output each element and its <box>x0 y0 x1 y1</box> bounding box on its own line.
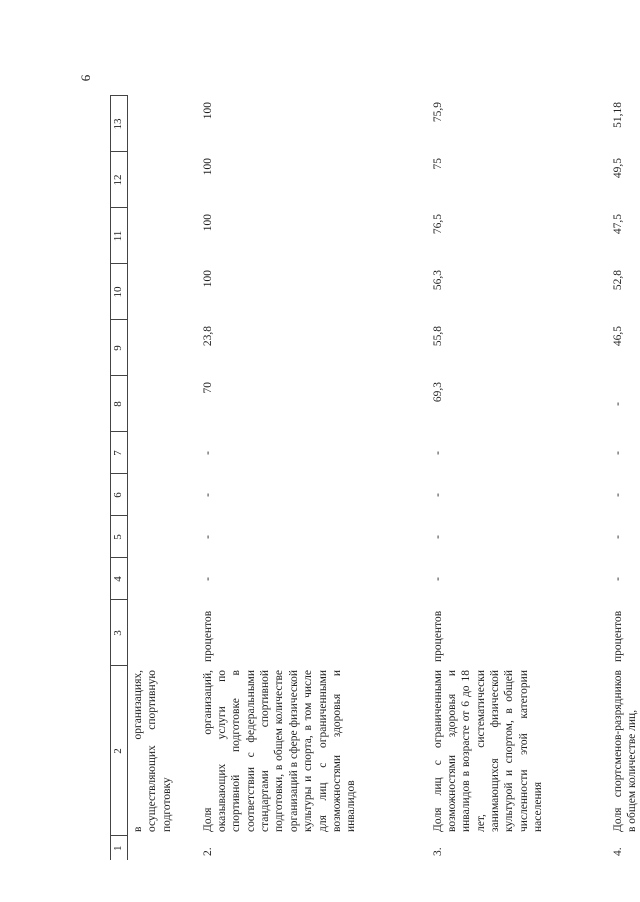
page-number: 9 <box>78 74 94 82</box>
value-cell: 70 <box>201 382 214 394</box>
value-cell: - <box>431 493 444 497</box>
value-cell: 23,8 <box>201 326 214 347</box>
column-header: 13 <box>111 96 128 152</box>
value-cell: - <box>201 493 214 497</box>
indicators-table <box>110 96 640 861</box>
column-header: 3 <box>111 600 128 666</box>
value-cell: 51,18 <box>611 102 624 128</box>
value-cell <box>128 264 198 320</box>
column-number-row <box>111 96 128 860</box>
value-cell: - <box>611 493 624 497</box>
value-cell: 76,5 <box>431 214 444 235</box>
value-cell <box>128 558 198 600</box>
column-header: 7 <box>111 432 128 474</box>
value-cell <box>128 208 198 264</box>
value-cell: - <box>611 535 624 539</box>
indicator-name: Доля спортсменов-разрядников в общем количестве лиц, <box>611 670 638 832</box>
value-cell: - <box>611 402 624 406</box>
value-cell: - <box>201 535 214 539</box>
table-row <box>428 96 608 860</box>
table-row <box>608 96 640 860</box>
value-cell <box>128 96 198 152</box>
indicator-name: Доля лиц с ограниченными возможностями здоровья и инвалидов в возрасте от 6 до 18 лет, систематически занимающихся физической культурой и спортом, в общей численности этой категории населения <box>431 670 545 832</box>
column-header: 5 <box>111 516 128 558</box>
column-header: 1 <box>111 836 128 860</box>
value-cell: - <box>431 535 444 539</box>
value-cell: 56,3 <box>431 270 444 291</box>
value-cell: - <box>431 451 444 455</box>
row-number: 3. <box>431 847 444 856</box>
column-header: 12 <box>111 152 128 208</box>
value-cell <box>128 376 198 432</box>
column-header: 8 <box>111 376 128 432</box>
value-cell: 69,3 <box>431 382 444 403</box>
column-header: 10 <box>111 264 128 320</box>
unit-cell: процентов <box>431 610 444 662</box>
rotated-table-sheet <box>110 100 638 860</box>
value-cell: 100 <box>201 102 214 120</box>
unit-cell: процентов <box>201 610 214 662</box>
column-header: 4 <box>111 558 128 600</box>
value-cell: 75,9 <box>431 102 444 123</box>
row-number <box>128 836 198 860</box>
value-cell: 75 <box>431 158 444 170</box>
value-cell: 46,5 <box>611 326 624 347</box>
value-cell <box>128 474 198 516</box>
value-cell <box>128 152 198 208</box>
value-cell: 100 <box>201 214 214 232</box>
value-cell: - <box>431 577 444 581</box>
table-row <box>128 96 198 860</box>
value-cell: 100 <box>201 158 214 176</box>
value-cell: - <box>201 577 214 581</box>
table-row <box>198 96 428 860</box>
value-cell: - <box>611 577 624 581</box>
value-cell <box>128 432 198 474</box>
indicator-name: в организациях, осуществляющих спортивную подготовку <box>132 670 173 832</box>
value-cell: 100 <box>201 270 214 288</box>
value-cell: 47,5 <box>611 214 624 235</box>
row-number: 4. <box>611 847 624 856</box>
value-cell: 55,8 <box>431 326 444 347</box>
column-header: 11 <box>111 208 128 264</box>
value-cell: 52,8 <box>611 270 624 291</box>
column-header: 9 <box>111 320 128 376</box>
column-header: 2 <box>111 666 128 836</box>
row-number: 2. <box>201 847 214 856</box>
indicator-name: Доля организаций, оказывающих услуги по спортивной подготовке в соответствии с федеральными стандартами спортивной подготовки, в общем количестве организаций в сфере физической культуры и спорта, в том числе для лиц с ограниченными возможностями здоровья и инвалидов <box>201 670 358 832</box>
value-cell: - <box>611 451 624 455</box>
value-cell: - <box>201 451 214 455</box>
value-cell <box>128 516 198 558</box>
value-cell: 49,5 <box>611 158 624 179</box>
value-cell <box>128 320 198 376</box>
unit-cell <box>128 600 198 666</box>
unit-cell: процентов <box>611 610 624 662</box>
column-header: 6 <box>111 474 128 516</box>
